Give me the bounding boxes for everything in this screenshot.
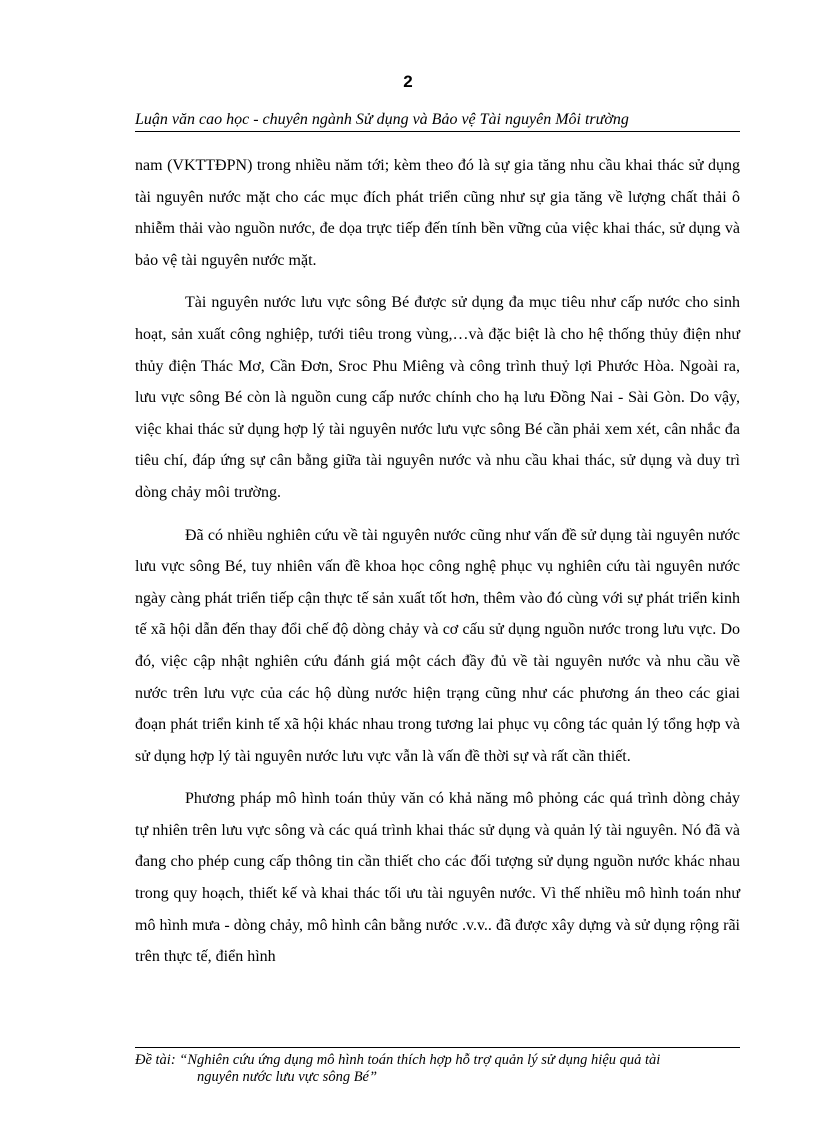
page-footer	[135, 1047, 740, 1086]
footer-line-2: nguyên nước lưu vực sông Bé”	[197, 1069, 378, 1085]
footer-line-1: Đề tài: “Nghiên cứu ứng dụng mô hình toán thích hợp hỗ trợ quản lý sử dụng hiệu quả tài	[135, 1052, 661, 1068]
paragraph-3: Đã có nhiều nghiên cứu về tài nguyên nước cũng như vấn đề sử dụng tài nguyên nước lưu vực sông Bé, tuy nhiên vấn đề khoa học công nghệ phục vụ nghiên cứu tài nguyên nước ngày càng phát triển tiếp cận thực tế sản xuất tốt hơn, thêm vào đó cùng với sự phát triển kinh tế xã hội dẫn đến thay đổi chế độ dòng chảy và cơ cấu sử dụng nguồn nước trong lưu vực. Do đó, việc cập nhật nghiên cứu đánh giá một cách đầy đủ về tài nguyên nước và nhu cầu về nước trên lưu vực của các hộ dùng nước hiện trạng cũng như các phương án theo các giai đoạn phát triển kinh tế xã hội khác nhau trong tương lai phục vụ công tác quản lý tổng hợp và sử dụng hợp lý tài nguyên nước lưu vực vẫn là vấn đề thời sự và rất cần thiết.	[135, 526, 740, 765]
page-number: 2	[403, 72, 413, 91]
body-text	[135, 150, 740, 973]
paragraph-4: Phương pháp mô hình toán thủy văn có khả năng mô phỏng các quá trình dòng chảy tự nhiên trên lưu vực sông và các quá trình khai thác sử dụng và quản lý tài nguyên. Nó đã và đang cho phép cung cấp thông tin cần thiết cho các đối tượng sử dụng nguồn nước khác nhau trong quy hoạch, thiết kế và khai thác tối ưu tài nguyên nước. Vì thế nhiều mô hình toán như mô hình mưa - dòng chảy, mô hình cân bằng nước .v.v.. đã được xây dựng và sử dụng rộng rãi trên thực tế, điển hình	[135, 790, 740, 966]
running-header: Luận văn cao học - chuyên ngành Sử dụng và Bảo vệ Tài nguyên Môi trường	[135, 110, 740, 132]
paragraph-2: Tài nguyên nước lưu vực sông Bé được sử dụng đa mục tiêu như cấp nước cho sinh hoạt, sản xuất công nghiệp, tưới tiêu trong vùng,…và đặc biệt là cho hệ thống thủy điện như thủy điện Thác Mơ, Cần Đơn, Sroc Phu Miêng và công trình thuỷ lợi Phước Hòa. Ngoài ra, lưu vực sông Bé còn là nguồn cung cấp nước chính cho hạ lưu Đồng Nai - Sài Gòn. Do vậy, việc khai thác sử dụng hợp lý tài nguyên nước lưu vực sông Bé cần phải xem xét, cân nhắc đa tiêu chí, đáp ứng sự cân bằng giữa tài nguyên nước và nhu cầu khai thác, sử dụng và duy trì dòng chảy môi trường.	[135, 294, 740, 501]
paragraph-1: nam (VKTTĐPN) trong nhiều năm tới; kèm theo đó là sự gia tăng nhu cầu khai thác sử dụng tài nguyên nước mặt cho các mục đích phát triển cũng như sự gia tăng về lượng chất thải ô nhiễm thải vào nguồn nước, đe dọa trực tiếp đến tính bền vững của việc khai thác, sử dụng và bảo vệ tài nguyên nước mặt.	[135, 157, 740, 269]
